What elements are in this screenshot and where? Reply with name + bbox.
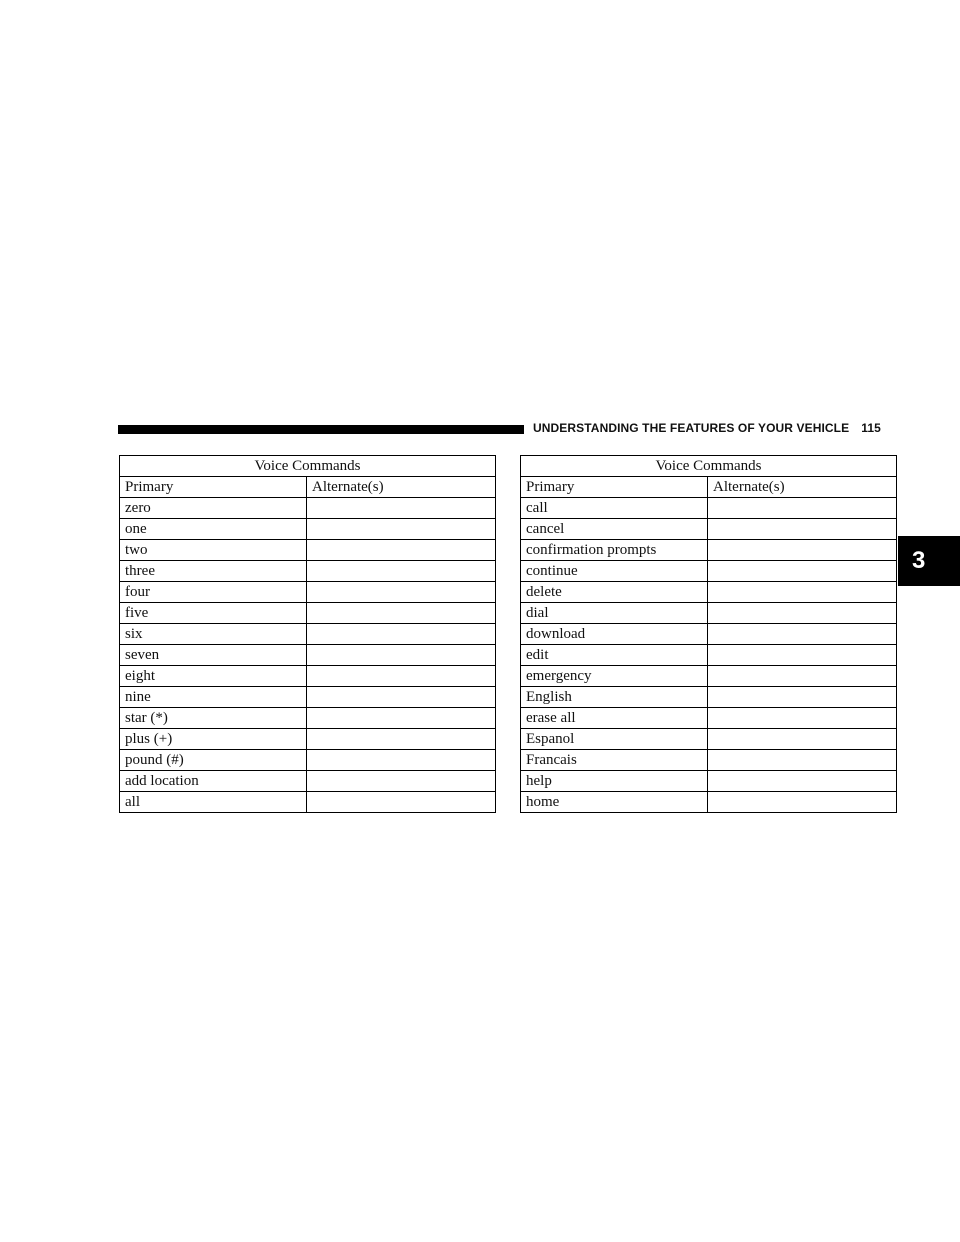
table-row [521, 519, 897, 540]
alternate-command-cell [708, 645, 897, 666]
alternate-command-cell [708, 540, 897, 561]
alternate-command-cell [708, 624, 897, 645]
table-row [521, 540, 897, 561]
alternate-command-cell [708, 561, 897, 582]
primary-command-cell: four [120, 582, 307, 603]
alternate-command-cell [708, 519, 897, 540]
primary-command-cell: zero [120, 498, 307, 519]
section-title: UNDERSTANDING THE FEATURES OF YOUR VEHICLE [533, 421, 850, 435]
primary-command-cell: star (*) [120, 708, 307, 729]
table-row [120, 666, 496, 687]
table-row [521, 498, 897, 519]
primary-command-cell: continue [521, 561, 708, 582]
table-title-row [521, 456, 897, 477]
table-row [521, 729, 897, 750]
column-header-alternates: Alternate(s) [307, 477, 496, 498]
table-row [120, 645, 496, 666]
column-header-primary: Primary [521, 477, 708, 498]
primary-command-cell: all [120, 792, 307, 813]
primary-command-cell: add location [120, 771, 307, 792]
table-header-row [521, 477, 897, 498]
primary-command-cell: help [521, 771, 708, 792]
alternate-command-cell [307, 540, 496, 561]
primary-command-cell: Francais [521, 750, 708, 771]
alternate-command-cell [307, 624, 496, 645]
table-row [120, 771, 496, 792]
alternate-command-cell [307, 729, 496, 750]
primary-command-cell: pound (#) [120, 750, 307, 771]
alternate-command-cell [708, 582, 897, 603]
table-row [521, 687, 897, 708]
table-row [120, 750, 496, 771]
primary-command-cell: Espanol [521, 729, 708, 750]
table-row [521, 561, 897, 582]
page-number: 115 [861, 421, 881, 435]
primary-command-cell: three [120, 561, 307, 582]
voice-commands-table-left [119, 455, 496, 813]
primary-command-cell: two [120, 540, 307, 561]
alternate-command-cell [708, 603, 897, 624]
table-row [120, 498, 496, 519]
table-row [120, 582, 496, 603]
table-row [521, 645, 897, 666]
primary-command-cell: English [521, 687, 708, 708]
alternate-command-cell [307, 645, 496, 666]
primary-command-cell: one [120, 519, 307, 540]
table-row [120, 624, 496, 645]
alternate-command-cell [307, 582, 496, 603]
primary-command-cell: seven [120, 645, 307, 666]
primary-command-cell: delete [521, 582, 708, 603]
table-title: Voice Commands [120, 456, 496, 477]
alternate-command-cell [307, 561, 496, 582]
alternate-command-cell [307, 519, 496, 540]
column-header-alternates: Alternate(s) [708, 477, 897, 498]
alternate-command-cell [708, 708, 897, 729]
table-row [521, 624, 897, 645]
column-header-primary: Primary [120, 477, 307, 498]
alternate-command-cell [307, 603, 496, 624]
table-header-row [120, 477, 496, 498]
alternate-command-cell [708, 687, 897, 708]
alternate-command-cell [708, 729, 897, 750]
primary-command-cell: dial [521, 603, 708, 624]
table-row [521, 603, 897, 624]
table-row [120, 519, 496, 540]
running-header [533, 421, 881, 435]
table-row [120, 540, 496, 561]
table-row [521, 582, 897, 603]
table-row [521, 771, 897, 792]
alternate-command-cell [307, 771, 496, 792]
alternate-command-cell [708, 666, 897, 687]
primary-command-cell: edit [521, 645, 708, 666]
table-title: Voice Commands [521, 456, 897, 477]
primary-command-cell: confirmation prompts [521, 540, 708, 561]
table-title-row [120, 456, 496, 477]
alternate-command-cell [708, 498, 897, 519]
alternate-command-cell [307, 792, 496, 813]
primary-command-cell: nine [120, 687, 307, 708]
chapter-number: 3 [912, 547, 926, 574]
primary-command-cell: plus (+) [120, 729, 307, 750]
table-row [120, 603, 496, 624]
table-row [120, 792, 496, 813]
alternate-command-cell [708, 792, 897, 813]
table-row [120, 687, 496, 708]
table-row [120, 708, 496, 729]
primary-command-cell: six [120, 624, 307, 645]
alternate-command-cell [307, 750, 496, 771]
chapter-tab [898, 536, 960, 586]
alternate-command-cell [307, 498, 496, 519]
primary-command-cell: cancel [521, 519, 708, 540]
alternate-command-cell [307, 666, 496, 687]
table-row [521, 708, 897, 729]
primary-command-cell: download [521, 624, 708, 645]
table-row [120, 729, 496, 750]
primary-command-cell: five [120, 603, 307, 624]
alternate-command-cell [708, 771, 897, 792]
voice-commands-table-right [520, 455, 897, 813]
primary-command-cell: erase all [521, 708, 708, 729]
alternate-command-cell [708, 750, 897, 771]
primary-command-cell: home [521, 792, 708, 813]
table-row [120, 561, 496, 582]
table-row [521, 666, 897, 687]
table-row [521, 750, 897, 771]
table-row [521, 792, 897, 813]
primary-command-cell: eight [120, 666, 307, 687]
primary-command-cell: emergency [521, 666, 708, 687]
primary-command-cell: call [521, 498, 708, 519]
alternate-command-cell [307, 708, 496, 729]
alternate-command-cell [307, 687, 496, 708]
header-rule-bar [118, 425, 524, 434]
